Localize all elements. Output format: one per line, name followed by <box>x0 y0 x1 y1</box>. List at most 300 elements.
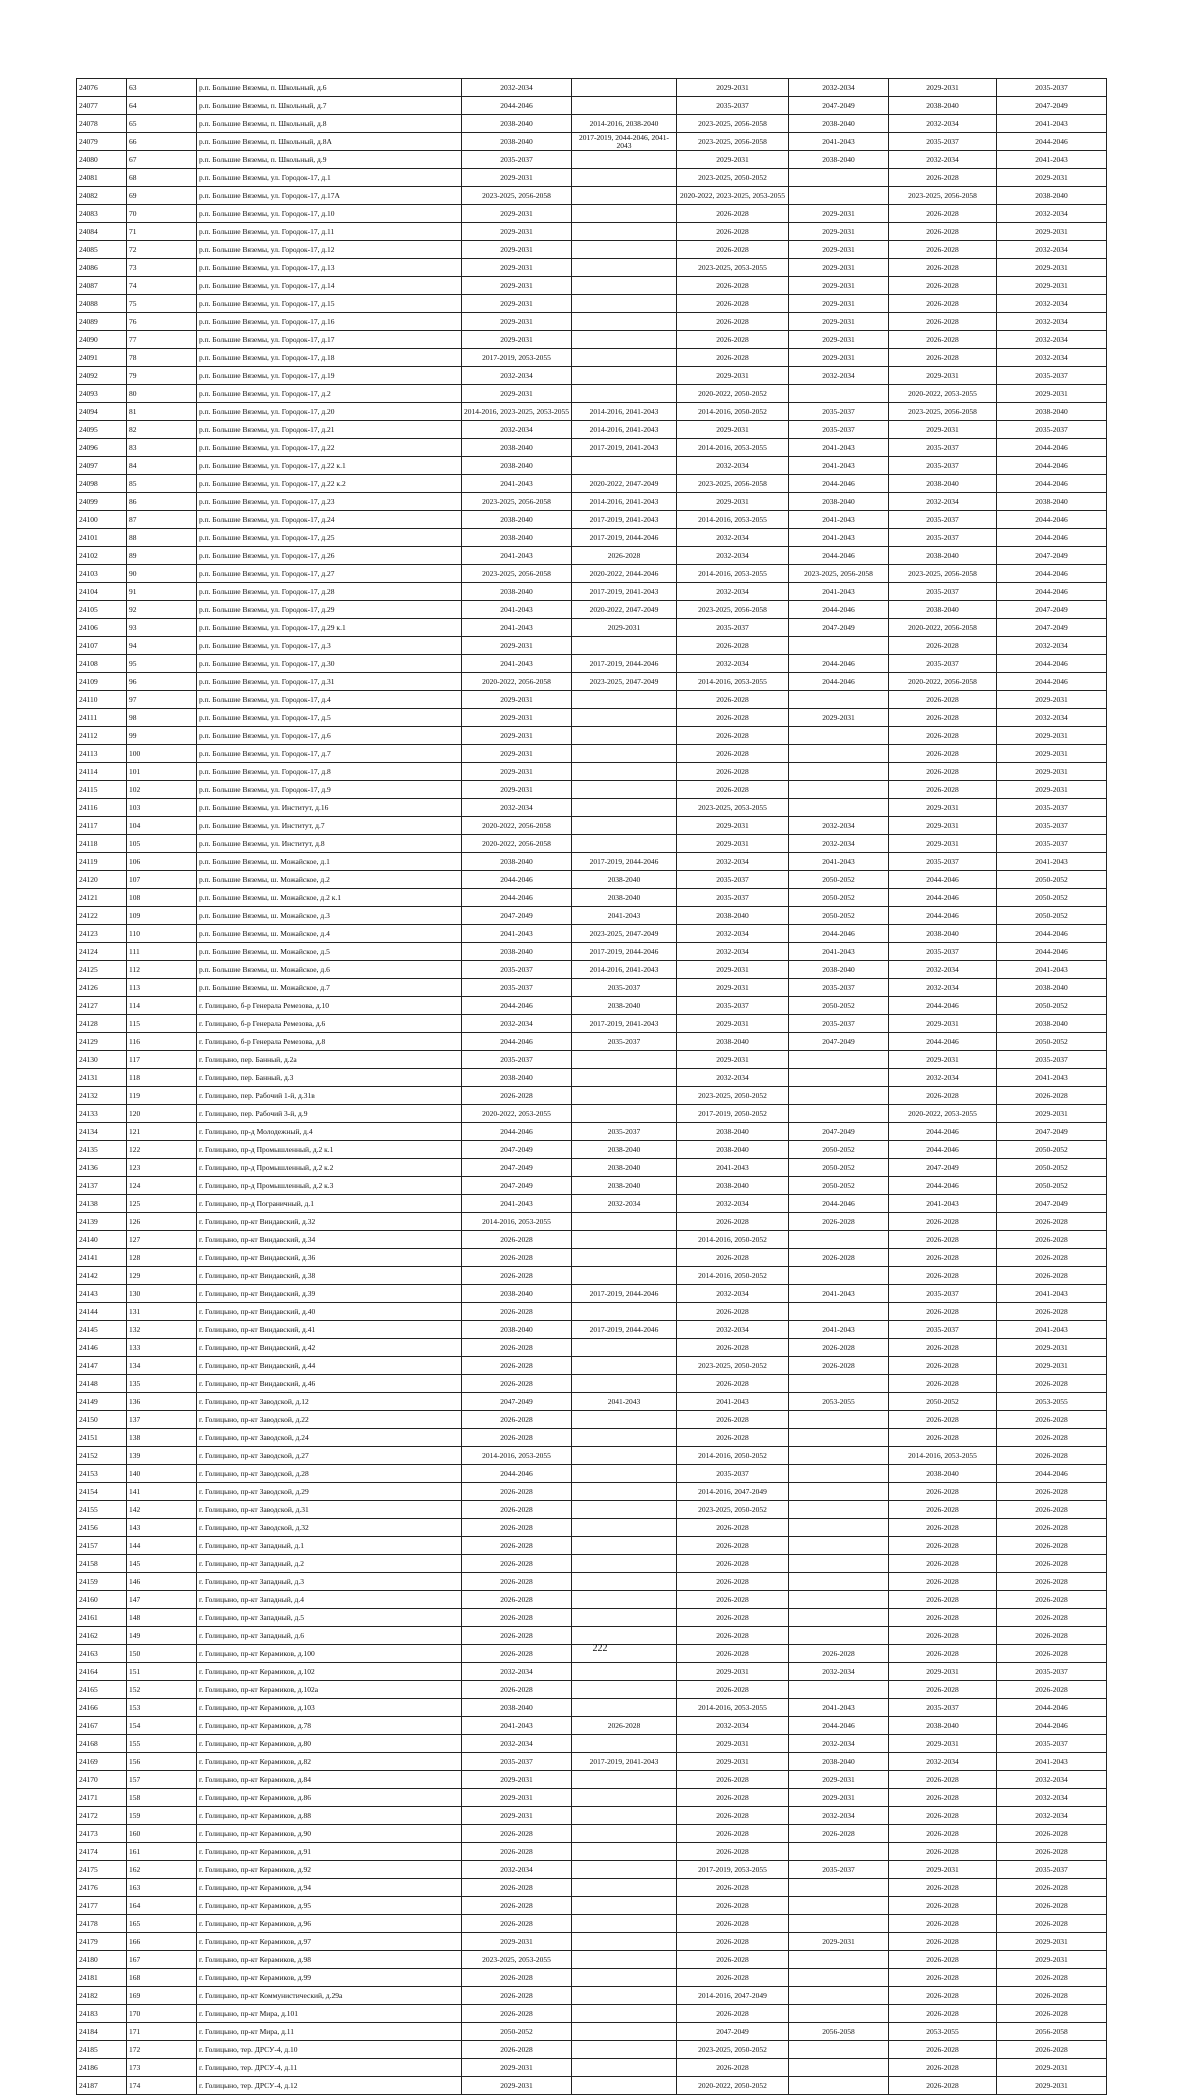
period-4-cell: 2041-2043 <box>789 853 889 871</box>
period-4-cell: 2032-2034 <box>789 367 889 385</box>
period-1-cell: 2044-2046 <box>462 1033 572 1051</box>
period-3-cell: 2026-2028 <box>677 2059 789 2077</box>
item-number-cell: 66 <box>127 133 197 151</box>
period-6-cell: 2026-2028 <box>997 1609 1107 1627</box>
row-number-cell: 24085 <box>77 241 127 259</box>
period-5-cell: 2026-2028 <box>889 1087 997 1105</box>
period-3-cell: 2026-2028 <box>677 1375 789 1393</box>
period-3-cell: 2023-2025, 2050-2052 <box>677 1087 789 1105</box>
period-5-cell: 2026-2028 <box>889 1897 997 1915</box>
period-5-cell: 2026-2028 <box>889 1843 997 1861</box>
period-1-cell: 2020-2022, 2056-2058 <box>462 835 572 853</box>
period-6-cell: 2029-2031 <box>997 691 1107 709</box>
period-4-cell: 2029-2031 <box>789 295 889 313</box>
address-cell: г. Голицыно, пр-кт Виндавский, д.42 <box>197 1339 462 1357</box>
period-1-cell: 2035-2037 <box>462 1051 572 1069</box>
item-number-cell: 72 <box>127 241 197 259</box>
item-number-cell: 105 <box>127 835 197 853</box>
period-3-cell: 2026-2028 <box>677 223 789 241</box>
period-1-cell: 2029-2031 <box>462 727 572 745</box>
period-3-cell: 2026-2028 <box>677 637 789 655</box>
address-cell: г. Голицыно, б-р Генерала Ремезова, д.10 <box>197 997 462 1015</box>
row-number-cell: 24180 <box>77 1951 127 1969</box>
item-number-cell: 167 <box>127 1951 197 1969</box>
period-4-cell: 2041-2043 <box>789 457 889 475</box>
period-5-cell: 2038-2040 <box>889 547 997 565</box>
period-4-cell: 2047-2049 <box>789 97 889 115</box>
item-number-cell: 92 <box>127 601 197 619</box>
period-5-cell: 2026-2028 <box>889 349 997 367</box>
table-row <box>77 853 1107 871</box>
item-number-cell: 138 <box>127 1429 197 1447</box>
table-row <box>77 1159 1107 1177</box>
table-row <box>77 1951 1107 1969</box>
period-6-cell: 2035-2037 <box>997 421 1107 439</box>
period-4-cell <box>789 1843 889 1861</box>
period-6-cell: 2047-2049 <box>997 1123 1107 1141</box>
period-6-cell: 2041-2043 <box>997 1753 1107 1771</box>
period-5-cell: 2044-2046 <box>889 871 997 889</box>
period-2-cell: 2038-2040 <box>572 889 677 907</box>
period-6-cell: 2026-2028 <box>997 1591 1107 1609</box>
row-number-cell: 24148 <box>77 1375 127 1393</box>
period-4-cell: 2050-2052 <box>789 889 889 907</box>
address-cell: г. Голицыно, пр-кт Виндавский, д.40 <box>197 1303 462 1321</box>
table-row <box>77 1015 1107 1033</box>
period-5-cell: 2026-2028 <box>889 1303 997 1321</box>
row-number-cell: 24100 <box>77 511 127 529</box>
row-number-cell: 24186 <box>77 2059 127 2077</box>
item-number-cell: 158 <box>127 1789 197 1807</box>
address-cell: р.п. Большие Вяземы, ул. Городок-17, д.17А <box>197 187 462 205</box>
row-number-cell: 24167 <box>77 1717 127 1735</box>
address-cell: г. Голицыно, пр-д Промышленный, д.2 к.3 <box>197 1177 462 1195</box>
period-3-cell: 2026-2028 <box>677 1951 789 1969</box>
address-cell: г. Голицыно, пр-кт Заводской, д.31 <box>197 1501 462 1519</box>
period-6-cell: 2035-2037 <box>997 835 1107 853</box>
item-number-cell: 78 <box>127 349 197 367</box>
table-row <box>77 1933 1107 1951</box>
address-cell: г. Голицыно, пер. Банный, д.3 <box>197 1069 462 1087</box>
row-number-cell: 24079 <box>77 133 127 151</box>
item-number-cell: 114 <box>127 997 197 1015</box>
period-5-cell: 2035-2037 <box>889 529 997 547</box>
period-1-cell: 2029-2031 <box>462 205 572 223</box>
period-3-cell: 2023-2025, 2056-2058 <box>677 475 789 493</box>
period-2-cell <box>572 259 677 277</box>
item-number-cell: 107 <box>127 871 197 889</box>
period-1-cell: 2026-2028 <box>462 1843 572 1861</box>
row-number-cell: 24147 <box>77 1357 127 1375</box>
period-2-cell <box>572 1951 677 1969</box>
period-5-cell: 2038-2040 <box>889 475 997 493</box>
period-3-cell: 2014-2016, 2053-2055 <box>677 439 789 457</box>
period-3-cell: 2029-2031 <box>677 835 789 853</box>
period-4-cell <box>789 727 889 745</box>
period-1-cell: 2029-2031 <box>462 1933 572 1951</box>
item-number-cell: 172 <box>127 2041 197 2059</box>
period-1-cell: 2029-2031 <box>462 277 572 295</box>
period-2-cell <box>572 97 677 115</box>
period-6-cell: 2044-2046 <box>997 1699 1107 1717</box>
period-1-cell: 2026-2028 <box>462 1303 572 1321</box>
period-6-cell: 2026-2028 <box>997 1429 1107 1447</box>
period-3-cell: 2041-2043 <box>677 1159 789 1177</box>
period-2-cell <box>572 2005 677 2023</box>
period-1-cell: 2032-2034 <box>462 1735 572 1753</box>
period-4-cell <box>789 2005 889 2023</box>
address-cell: р.п. Большие Вяземы, ул. Институт, д.16 <box>197 799 462 817</box>
period-4-cell: 2041-2043 <box>789 1285 889 1303</box>
period-1-cell: 2038-2040 <box>462 1699 572 1717</box>
row-number-cell: 24121 <box>77 889 127 907</box>
period-2-cell <box>572 1699 677 1717</box>
address-cell: г. Голицыно, пер. Рабочий 3-й, д.9 <box>197 1105 462 1123</box>
address-cell: р.п. Большие Вяземы, ул. Городок-17, д.24 <box>197 511 462 529</box>
item-number-cell: 131 <box>127 1303 197 1321</box>
period-2-cell <box>572 1087 677 1105</box>
period-6-cell: 2035-2037 <box>997 1861 1107 1879</box>
period-4-cell <box>789 637 889 655</box>
period-4-cell <box>789 1375 889 1393</box>
period-6-cell: 2041-2043 <box>997 1069 1107 1087</box>
period-1-cell: 2026-2028 <box>462 1519 572 1537</box>
period-2-cell <box>572 1465 677 1483</box>
period-5-cell: 2044-2046 <box>889 907 997 925</box>
period-1-cell: 2026-2028 <box>462 1501 572 1519</box>
period-1-cell: 2029-2031 <box>462 223 572 241</box>
item-number-cell: 71 <box>127 223 197 241</box>
period-4-cell: 2035-2037 <box>789 403 889 421</box>
period-3-cell: 2035-2037 <box>677 997 789 1015</box>
table-row <box>77 673 1107 691</box>
period-6-cell: 2032-2034 <box>997 1771 1107 1789</box>
row-number-cell: 24091 <box>77 349 127 367</box>
item-number-cell: 174 <box>127 2077 197 2095</box>
period-3-cell: 2026-2028 <box>677 331 789 349</box>
period-3-cell: 2014-2016, 2050-2052 <box>677 403 789 421</box>
item-number-cell: 150 <box>127 1645 197 1663</box>
table-row <box>77 925 1107 943</box>
period-1-cell: 2041-2043 <box>462 1717 572 1735</box>
row-number-cell: 24116 <box>77 799 127 817</box>
period-4-cell <box>789 1627 889 1645</box>
period-5-cell: 2026-2028 <box>889 2041 997 2059</box>
row-number-cell: 24178 <box>77 1915 127 1933</box>
period-5-cell: 2035-2037 <box>889 457 997 475</box>
period-5-cell: 2026-2028 <box>889 1339 997 1357</box>
period-3-cell: 2026-2028 <box>677 1573 789 1591</box>
address-cell: г. Голицыно, пр-кт Коммунистический, д.29а <box>197 1987 462 2005</box>
address-cell: р.п. Большие Вяземы, п. Школьный, д.8А <box>197 133 462 151</box>
row-number-cell: 24080 <box>77 151 127 169</box>
period-3-cell: 2023-2025, 2053-2055 <box>677 259 789 277</box>
row-number-cell: 24132 <box>77 1087 127 1105</box>
period-4-cell: 2038-2040 <box>789 961 889 979</box>
period-4-cell <box>789 1303 889 1321</box>
table-row <box>77 385 1107 403</box>
period-2-cell <box>572 1555 677 1573</box>
period-5-cell: 2026-2028 <box>889 1645 997 1663</box>
row-number-cell: 24157 <box>77 1537 127 1555</box>
period-1-cell: 2038-2040 <box>462 583 572 601</box>
period-4-cell: 2041-2043 <box>789 529 889 547</box>
address-cell: г. Голицыно, пр-кт Керамиков, д.99 <box>197 1969 462 1987</box>
address-cell: р.п. Большие Вяземы, ул. Городок-17, д.10 <box>197 205 462 223</box>
row-number-cell: 24187 <box>77 2077 127 2095</box>
period-4-cell: 2035-2037 <box>789 1861 889 1879</box>
period-3-cell: 2020-2022, 2050-2052 <box>677 2077 789 2095</box>
period-2-cell <box>572 1627 677 1645</box>
period-4-cell <box>789 1969 889 1987</box>
period-5-cell: 2032-2034 <box>889 1753 997 1771</box>
table-row <box>77 349 1107 367</box>
period-4-cell <box>789 1987 889 2005</box>
period-5-cell: 2026-2028 <box>889 205 997 223</box>
period-2-cell <box>572 1807 677 1825</box>
item-number-cell: 129 <box>127 1267 197 1285</box>
period-6-cell: 2026-2028 <box>997 1627 1107 1645</box>
table-row <box>77 1375 1107 1393</box>
item-number-cell: 115 <box>127 1015 197 1033</box>
period-1-cell: 2026-2028 <box>462 1897 572 1915</box>
period-3-cell: 2029-2031 <box>677 1753 789 1771</box>
period-2-cell: 2035-2037 <box>572 1033 677 1051</box>
period-6-cell: 2041-2043 <box>997 961 1107 979</box>
period-3-cell: 2029-2031 <box>677 1735 789 1753</box>
period-4-cell: 2026-2028 <box>789 1825 889 1843</box>
row-number-cell: 24093 <box>77 385 127 403</box>
item-number-cell: 154 <box>127 1717 197 1735</box>
period-1-cell: 2035-2037 <box>462 151 572 169</box>
period-1-cell: 2026-2028 <box>462 1987 572 2005</box>
item-number-cell: 98 <box>127 709 197 727</box>
item-number-cell: 79 <box>127 367 197 385</box>
address-cell: р.п. Большие Вяземы, ул. Городок-17, д.11 <box>197 223 462 241</box>
row-number-cell: 24172 <box>77 1807 127 1825</box>
period-3-cell: 2029-2031 <box>677 493 789 511</box>
period-6-cell: 2041-2043 <box>997 1321 1107 1339</box>
period-4-cell <box>789 1429 889 1447</box>
period-4-cell <box>789 1483 889 1501</box>
period-2-cell <box>572 1933 677 1951</box>
table-row <box>77 1753 1107 1771</box>
period-5-cell: 2026-2028 <box>889 691 997 709</box>
period-5-cell: 2026-2028 <box>889 295 997 313</box>
period-5-cell: 2038-2040 <box>889 1465 997 1483</box>
row-number-cell: 24107 <box>77 637 127 655</box>
item-number-cell: 120 <box>127 1105 197 1123</box>
item-number-cell: 169 <box>127 1987 197 2005</box>
address-cell: г. Голицыно, пр-кт Керамиков, д.98 <box>197 1951 462 1969</box>
period-1-cell: 2026-2028 <box>462 1339 572 1357</box>
item-number-cell: 137 <box>127 1411 197 1429</box>
period-4-cell <box>789 1447 889 1465</box>
row-number-cell: 24156 <box>77 1519 127 1537</box>
period-2-cell: 2017-2019, 2041-2043 <box>572 439 677 457</box>
row-number-cell: 24104 <box>77 583 127 601</box>
period-2-cell: 2017-2019, 2044-2046 <box>572 529 677 547</box>
period-2-cell <box>572 1987 677 2005</box>
period-3-cell: 2026-2028 <box>677 1969 789 1987</box>
period-5-cell: 2026-2028 <box>889 745 997 763</box>
period-2-cell: 2017-2019, 2044-2046 <box>572 943 677 961</box>
period-4-cell: 2044-2046 <box>789 475 889 493</box>
item-number-cell: 164 <box>127 1897 197 1915</box>
period-1-cell: 2023-2025, 2056-2058 <box>462 187 572 205</box>
row-number-cell: 24123 <box>77 925 127 943</box>
period-3-cell: 2026-2028 <box>677 277 789 295</box>
period-3-cell: 2029-2031 <box>677 151 789 169</box>
period-2-cell <box>572 1591 677 1609</box>
row-number-cell: 24113 <box>77 745 127 763</box>
period-4-cell: 2038-2040 <box>789 493 889 511</box>
period-5-cell: 2026-2028 <box>889 1789 997 1807</box>
period-3-cell: 2026-2028 <box>677 691 789 709</box>
address-cell: г. Голицыно, пр-кт Керамиков, д.100 <box>197 1645 462 1663</box>
period-6-cell: 2026-2028 <box>997 1267 1107 1285</box>
row-number-cell: 24090 <box>77 331 127 349</box>
period-5-cell: 2038-2040 <box>889 97 997 115</box>
period-5-cell: 2023-2025, 2056-2058 <box>889 403 997 421</box>
period-1-cell: 2023-2025, 2056-2058 <box>462 565 572 583</box>
period-1-cell: 2041-2043 <box>462 925 572 943</box>
period-2-cell <box>572 1825 677 1843</box>
period-3-cell: 2035-2037 <box>677 97 789 115</box>
period-2-cell <box>572 1861 677 1879</box>
item-number-cell: 111 <box>127 943 197 961</box>
item-number-cell: 99 <box>127 727 197 745</box>
row-number-cell: 24183 <box>77 2005 127 2023</box>
period-3-cell: 2029-2031 <box>677 979 789 997</box>
period-2-cell <box>572 745 677 763</box>
period-2-cell: 2026-2028 <box>572 1717 677 1735</box>
period-2-cell <box>572 1897 677 1915</box>
period-3-cell: 2026-2028 <box>677 1555 789 1573</box>
period-3-cell: 2020-2022, 2023-2025, 2053-2055 <box>677 187 789 205</box>
period-4-cell: 2035-2037 <box>789 979 889 997</box>
table-row <box>77 1987 1107 2005</box>
period-1-cell: 2032-2034 <box>462 421 572 439</box>
period-4-cell: 2044-2046 <box>789 601 889 619</box>
period-3-cell: 2029-2031 <box>677 817 789 835</box>
row-number-cell: 24158 <box>77 1555 127 1573</box>
row-number-cell: 24177 <box>77 1897 127 1915</box>
period-4-cell <box>789 799 889 817</box>
period-5-cell: 2035-2037 <box>889 133 997 151</box>
period-5-cell: 2026-2028 <box>889 313 997 331</box>
address-cell: г. Голицыно, пр-кт Виндавский, д.32 <box>197 1213 462 1231</box>
period-1-cell: 2023-2025, 2053-2055 <box>462 1951 572 1969</box>
row-number-cell: 24112 <box>77 727 127 745</box>
item-number-cell: 128 <box>127 1249 197 1267</box>
period-1-cell: 2044-2046 <box>462 97 572 115</box>
period-1-cell: 2014-2016, 2053-2055 <box>462 1213 572 1231</box>
item-number-cell: 91 <box>127 583 197 601</box>
period-2-cell: 2017-2019, 2041-2043 <box>572 583 677 601</box>
table-row <box>77 313 1107 331</box>
period-3-cell: 2026-2028 <box>677 349 789 367</box>
table-row <box>77 1303 1107 1321</box>
period-4-cell <box>789 1555 889 1573</box>
period-4-cell: 2026-2028 <box>789 1213 889 1231</box>
table-row <box>77 745 1107 763</box>
period-4-cell: 2029-2031 <box>789 313 889 331</box>
period-1-cell: 2032-2034 <box>462 1663 572 1681</box>
address-cell: р.п. Большие Вяземы, ул. Городок-17, д.22 <box>197 439 462 457</box>
table-row <box>77 2005 1107 2023</box>
table-row <box>77 1897 1107 1915</box>
table-row <box>77 691 1107 709</box>
period-2-cell <box>572 1231 677 1249</box>
period-4-cell: 2029-2031 <box>789 1789 889 1807</box>
table-row <box>77 565 1107 583</box>
item-number-cell: 136 <box>127 1393 197 1411</box>
item-number-cell: 86 <box>127 493 197 511</box>
period-6-cell: 2026-2028 <box>997 1573 1107 1591</box>
period-6-cell: 2026-2028 <box>997 2005 1107 2023</box>
period-1-cell: 2029-2031 <box>462 331 572 349</box>
item-number-cell: 83 <box>127 439 197 457</box>
period-5-cell: 2023-2025, 2056-2058 <box>889 187 997 205</box>
row-number-cell: 24151 <box>77 1429 127 1447</box>
period-5-cell: 2029-2031 <box>889 1735 997 1753</box>
period-2-cell: 2023-2025, 2047-2049 <box>572 925 677 943</box>
period-1-cell: 2047-2049 <box>462 1141 572 1159</box>
table-row <box>77 457 1107 475</box>
period-2-cell: 2014-2016, 2041-2043 <box>572 493 677 511</box>
table-row <box>77 205 1107 223</box>
table-row <box>77 1663 1107 1681</box>
table-row <box>77 727 1107 745</box>
address-cell: р.п. Большие Вяземы, ул. Городок-17, д.5 <box>197 709 462 727</box>
period-5-cell: 2035-2037 <box>889 655 997 673</box>
item-number-cell: 103 <box>127 799 197 817</box>
period-5-cell: 2029-2031 <box>889 817 997 835</box>
period-1-cell: 2026-2028 <box>462 1357 572 1375</box>
address-cell: р.п. Большие Вяземы, ул. Институт, д.8 <box>197 835 462 853</box>
item-number-cell: 108 <box>127 889 197 907</box>
period-3-cell: 2023-2025, 2050-2052 <box>677 1501 789 1519</box>
row-number-cell: 24099 <box>77 493 127 511</box>
period-3-cell: 2026-2028 <box>677 1213 789 1231</box>
period-2-cell <box>572 367 677 385</box>
period-3-cell: 2035-2037 <box>677 871 789 889</box>
period-3-cell: 2014-2016, 2053-2055 <box>677 673 789 691</box>
period-6-cell: 2044-2046 <box>997 673 1107 691</box>
table-row <box>77 1591 1107 1609</box>
period-5-cell: 2038-2040 <box>889 1717 997 1735</box>
period-6-cell: 2029-2031 <box>997 2077 1107 2095</box>
period-2-cell <box>572 1537 677 1555</box>
period-1-cell: 2038-2040 <box>462 853 572 871</box>
period-2-cell <box>572 187 677 205</box>
address-cell: р.п. Большие Вяземы, ул. Городок-17, д.3 <box>197 637 462 655</box>
table-row <box>77 259 1107 277</box>
period-4-cell: 2050-2052 <box>789 997 889 1015</box>
item-number-cell: 95 <box>127 655 197 673</box>
period-5-cell: 2020-2022, 2056-2058 <box>889 673 997 691</box>
period-5-cell: 2029-2031 <box>889 835 997 853</box>
table-row <box>77 1717 1107 1735</box>
period-6-cell: 2050-2052 <box>997 889 1107 907</box>
period-2-cell <box>572 331 677 349</box>
period-4-cell <box>789 1879 889 1897</box>
period-3-cell: 2026-2028 <box>677 1681 789 1699</box>
period-4-cell: 2050-2052 <box>789 1177 889 1195</box>
period-1-cell: 2029-2031 <box>462 2077 572 2095</box>
row-number-cell: 24170 <box>77 1771 127 1789</box>
